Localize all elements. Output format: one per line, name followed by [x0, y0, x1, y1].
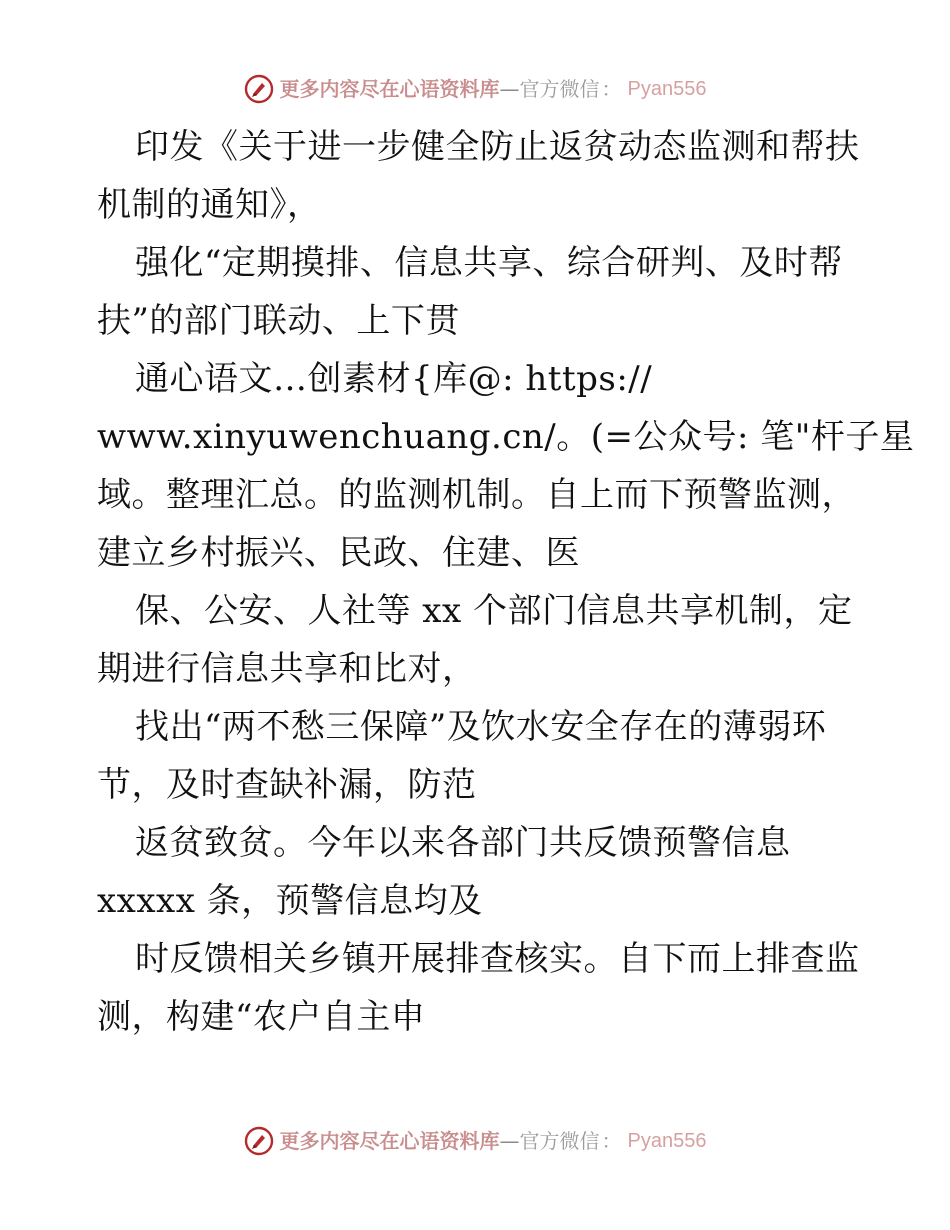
- red-circle-pen-logo-icon: [244, 74, 274, 104]
- text-line: 建立乡村振兴、民政、住建、医: [97, 533, 580, 573]
- text-line: 时反馈相关乡镇开展排查核实。自下而上排查监: [135, 939, 860, 979]
- text-line: 测，构建“农户自主申: [97, 997, 426, 1037]
- text-line: www.xinyuwenchuang.cn/。(=公众号: 笔"杆子星: [97, 417, 915, 457]
- watermark-footer: [0, 1126, 950, 1156]
- watermark-official-text: 官方: [519, 1129, 560, 1153]
- text-line: 保、公安、人社等 xx 个部门信息共享机制，定: [135, 591, 853, 631]
- watermark-header: [0, 74, 950, 104]
- watermark-official-text: 官方: [519, 77, 560, 101]
- watermark-colon: ：: [601, 77, 622, 101]
- text-line: 域。整理汇总。的监测机制。自上而下预警监测，: [97, 475, 856, 515]
- text-line: 节，及时查缺补漏，防范: [97, 765, 477, 805]
- text-line: 找出“两不愁三保障”及饮水安全存在的薄弱环: [135, 707, 827, 747]
- watermark-wechat-id: Pyan556: [627, 1130, 707, 1152]
- watermark-wechat-text: 微信: [559, 1129, 600, 1153]
- watermark-wechat-id: Pyan556: [627, 78, 707, 100]
- text-line: 扶”的部门联动、上下贯: [97, 301, 460, 341]
- watermark-main-text: 更多内容尽在心语资料库: [279, 1129, 500, 1153]
- text-line: 强化“定期摸排、信息共享、综合研判、及时帮: [135, 243, 843, 283]
- text-line: 印发《关于进一步健全防止返贫动态监测和帮扶: [135, 127, 860, 167]
- watermark-wechat-text: 微信: [559, 77, 600, 101]
- text-line: xxxxx 条，预警信息均及: [97, 881, 483, 921]
- text-line: 机制的通知》，: [97, 185, 322, 225]
- red-circle-pen-logo-icon: [244, 1126, 274, 1156]
- text-line: 期进行信息共享和比对，: [97, 649, 477, 689]
- text-line: 返贫致贫。今年以来各部门共反馈预警信息: [135, 823, 791, 863]
- text-line: 通心语文…创素材{库@: https://: [135, 359, 653, 399]
- watermark-dash: —: [499, 1129, 520, 1153]
- watermark-dash: —: [499, 77, 520, 101]
- watermark-colon: ：: [601, 1129, 622, 1153]
- watermark-main-text: 更多内容尽在心语资料库: [279, 77, 500, 101]
- document-body: [97, 118, 915, 1046]
